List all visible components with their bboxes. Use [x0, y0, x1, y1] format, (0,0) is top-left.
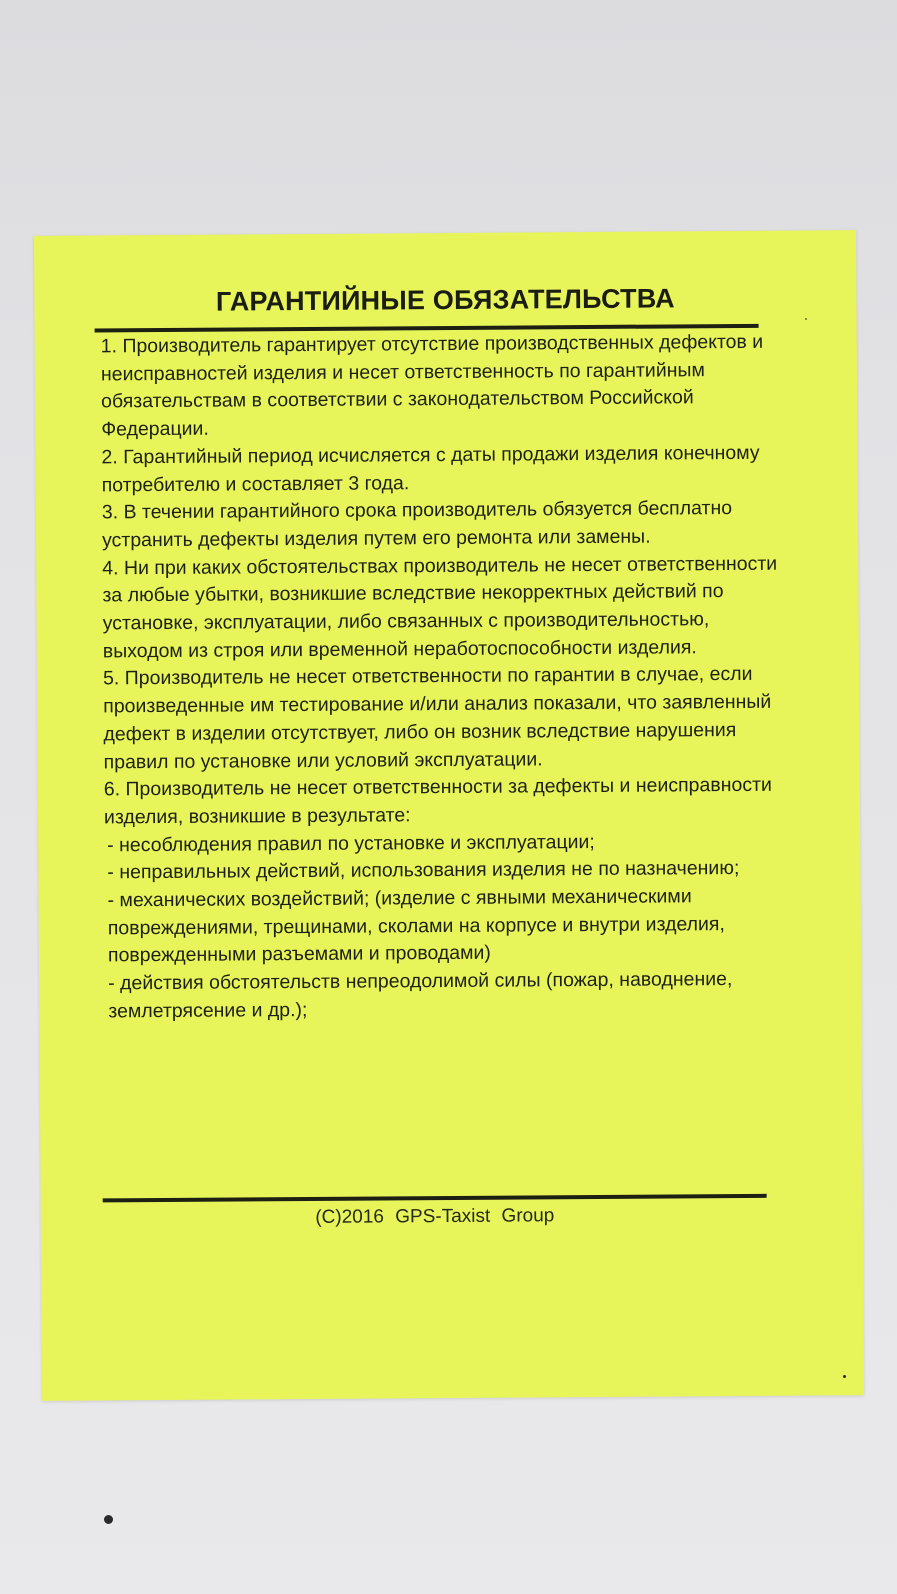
- clause-1: 1. Производитель гарантирует отсутствие производственных дефектов и неисправностей изделия и несет ответственность по гарантийным обязательствам в соответствии с законодательством Российской Федерации.: [100, 330, 764, 441]
- clause-5: 5. Производитель не несет ответственности по гарантии в случае, если произведенные им тестирование и/или анализ показали, что заявленный дефект в изделии отсутствует, либо он возник вследствие нарушения правил по установке или условий эксплуатации.: [102, 663, 772, 773]
- clause-2: 2. Гарантийный период исчисляется с даты продажи изделия конечному потребителю и составляет 3 года.: [101, 441, 760, 496]
- clause-list: [101, 329, 786, 1026]
- clause-6-items: [104, 827, 785, 1026]
- clause-4: 4. Ни при каких обстоятельствах производитель не несет ответственности за любые убытки, возникшие вследствие некорректных действий по установке, эксплуатации, либо связанных с производительностью, выходом из строя или временной неработоспособности изделия.: [102, 552, 778, 663]
- clause-6-item-3: - механических воздействий; (изделие с явными механическими повреждениями, трещинами, сколами на корпусе и внутри изделия, поврежденными разъемами и проводами): [107, 885, 725, 967]
- clause-6: [104, 772, 786, 1026]
- clause-6-intro: 6. Производитель не несет ответственности за дефекты и неисправности изделия, возникшие в результате:: [103, 773, 772, 829]
- clause-3: 3. В течении гарантийного срока производитель обязуется бесплатно устранить дефекты изделия путем его ремонта или замены.: [101, 497, 733, 552]
- document-title: ГАРАНТИЙНЫЕ ОБЯЗАТЕЛЬСТВА: [215, 283, 675, 317]
- clause-6-item-4: - действия обстоятельств непреодолимой силы (пожар, наводнение, землетрясение и др.);: [108, 968, 733, 1023]
- bottom-rule: [103, 1194, 767, 1203]
- copyright-footer: (C)2016 GPS-Taxist Group: [315, 1205, 555, 1228]
- warranty-sheet: [34, 230, 864, 1401]
- dust-speck: [104, 1515, 113, 1524]
- clause-6-item-2: - неправильных действий, использования изделия не по назначению;: [107, 857, 740, 884]
- dust-speck: [805, 318, 807, 320]
- clause-6-item-1: - несоблюдения правил по установке и эксплуатации;: [107, 830, 595, 857]
- dust-speck: [843, 1375, 846, 1378]
